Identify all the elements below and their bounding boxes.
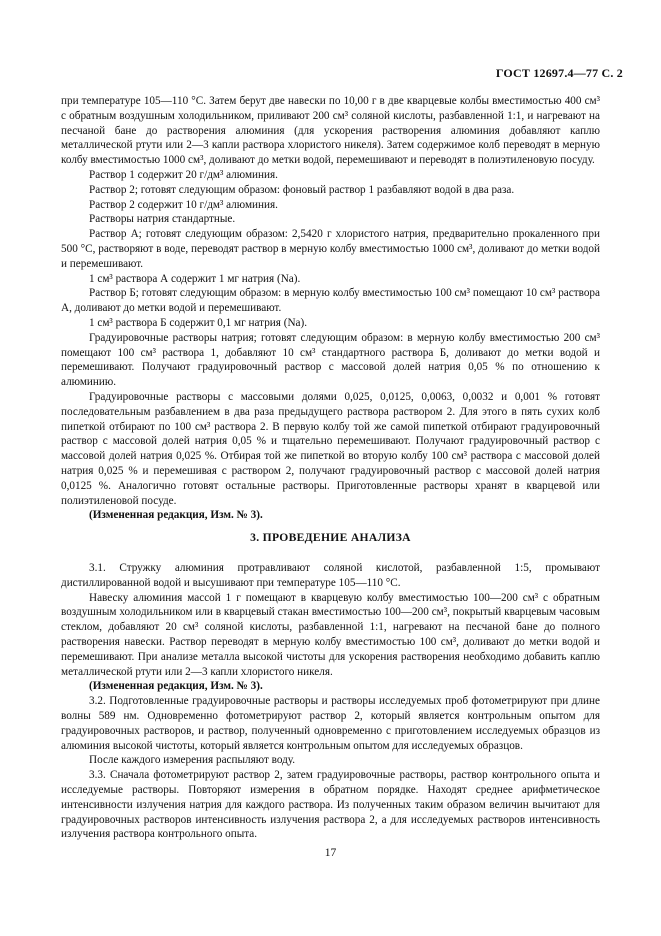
paragraph: Раствор 2; готовят следующим образом: фоновый раствор 1 разбавляют водой в два раза.: [89, 183, 515, 196]
paragraph: 1 см³ раствора А содержит 1 мг натрия (Na).: [89, 272, 301, 285]
paragraph: Градуировочные растворы с массовыми долями 0,025, 0,0125, 0,0063, 0,0032 и 0,001 % готовят последовательным разбавлением в два раза предыдущего раствора раствором 2. Для этого в пять сухих колб пипеткой отбирают по 100 см³ раствора 2. В первую колбу той же самой пипеткой отбирают градуировочный раствор с массовой долей натрия 0,05 % и тщательно перемешивают. Получают градуировочный раствор с массовой долей натрия 0,025 %. Отбирая той же пипеткой во вторую колбу 100 см³ раствора с массовой долей натрия 0,025 % и перемешивая с раствором 2, получают градуировочный раствор с массовой долей натрия 0,0125 %. Аналогично готовят остальные растворы. Приготовленные растворы хранят в кварцевой или полиэтиленовой посуде.: [61, 390, 600, 507]
paragraph: Раствор 2 содержит 10 г/дм³ алюминия.: [89, 198, 278, 211]
paragraph: 3.3. Сначала фотометрируют раствор 2, затем градуировочные растворы, раствор контрольного опыта и исследуемые растворы. Повторяют измерения в обратном порядке. Находят среднее арифметическое интенсивности излучения натрия для каждого раствора. Из полученных таким образом величин вычитают для градуировочных растворов интенсивность излучения раствора 2, а для исследуемых растворов интенсивность излучения раствора контрольного опыта.: [61, 769, 600, 841]
paragraph: 3.1. Стружку алюминия протравливают соляной кислотой, разбавленной 1:5, промывают дистиллированной водой и высушивают при температуре 105—110 °С.: [61, 562, 600, 589]
paragraph: Раствор 1 содержит 20 г/дм³ алюминия.: [89, 168, 278, 181]
paragraph: Раствор Б; готовят следующим образом: в мерную колбу вместимостью 100 см³ помещают 10 см³ раствора А, доливают до метки водой и перемешивают.: [61, 287, 600, 315]
paragraph: при температуре 105—110 °С. Затем берут две навески по 10,00 г в две кварцевые колбы вместимостью 400 см³ с обратным воздушным холодильником, приливают 200 см³ соляной кислоты, разбавленной 1:1, и нагревают на песчаной бане до растворения алюминия (для ускорения растворения алюминия добавляют каплю металлической ртути или 2—3 капли раствора хлористого никеля). Затем содержимое колб переводят в мерную колбу вместимостью 1000 см³, доливают до метки водой, перемешивают и переводят в полиэтиленовую посуду.: [61, 95, 600, 167]
amendment-note: (Измененная редакция, Изм. № 3).: [89, 680, 263, 693]
paragraph: 3.2. Подготовленные градуировочные растворы и растворы исследуемых проб фотометрируют при длине волны 589 нм. Одновременно фотометрируют раствор 2, который является контрольным опытом для градуировочных растворов, и раствор, полученный одновременно с приготовлением исследуемых образцов из алюминия высокой чистоты, который является контрольным опытом для исследуемых образцов.: [61, 695, 600, 752]
amendment-note: (Измененная редакция, Изм. № 3).: [89, 509, 263, 522]
paragraph: 1 см³ раствора Б содержит 0,1 мг натрия (Na).: [89, 316, 308, 329]
body-text-part-1: [61, 94, 600, 523]
paragraph: Раствор А; готовят следующим образом: 2,5420 г хлористого натрия, предварительно прокаленного при 500 °С, растворяют в воде, переводят раствор в мерную колбу вместимостью 1000 см³, доливают до метки водой и перемешивают.: [61, 228, 600, 270]
paragraph: Градуировочные растворы натрия; готовят следующим образом: в мерную колбу вместимостью 200 см³ помещают 100 см³ раствора 1, добавляют 10 см³ стандартного раствора Б, доливают до метки водой и перемешивают. Получают градуировочный раствор с массовой долей натрия 0,05 % по отношению к алюминию.: [61, 331, 600, 389]
page-number: 17: [324, 847, 337, 859]
body-text-part-2: [61, 561, 600, 842]
paragraph: Навеску алюминия массой 1 г помещают в кварцевую колбу вместимостью 100—200 см³ с обратным воздушным холодильником или в кварцевый стакан вместимостью 100—200 см³, покрытый кварцевым часовым стеклом, добавляют 20 см³ соляной кислоты, разбавленной 1:1, нагревают на песчаной бане до полного растворения навески. Раствор переводят в мерную колбу вместимостью 100 см³, доливают до метки водой и перемешивают. При анализе металла высокой чистоты для ускорения растворения необходимо добавить каплю металлической ртути или 2—3 капли хлористого никеля.: [61, 591, 600, 678]
paragraph: После каждого измерения распыляют воду.: [89, 754, 296, 767]
document-header: ГОСТ 12697.4—77 С. 2: [495, 66, 623, 80]
paragraph: Растворы натрия стандартные.: [89, 213, 236, 226]
section-title: 3. ПРОВЕДЕНИЕ АНАЛИЗА: [250, 531, 411, 544]
